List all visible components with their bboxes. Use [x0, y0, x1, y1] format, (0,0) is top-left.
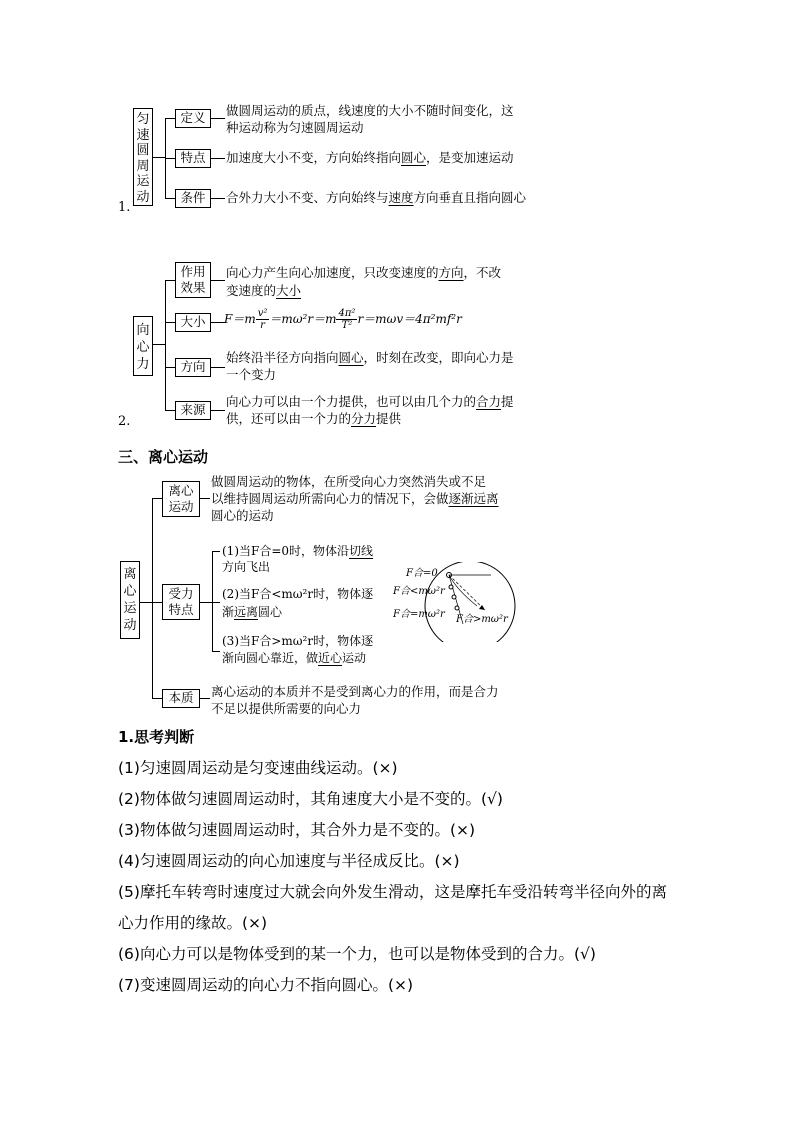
judge-item-6: (6)向心力可以是物体受到的某一个力，也可以是物体受到的合力。(√)	[118, 945, 596, 963]
definition-box	[175, 109, 211, 128]
definition-text-1: 做圆周运动的质点，线速度的大小不随时间变化，这	[226, 103, 514, 118]
judge-title: 1.思考判断	[118, 728, 195, 746]
judge-item-2: (2)物体做匀速圆周运动时，其角速度大小是不变的。(√)	[118, 790, 503, 808]
essence-box: 本质	[162, 689, 200, 708]
diagram-label-equal: F合=mω²r	[393, 609, 445, 620]
direction-text-2: 一个变力	[226, 367, 277, 382]
orbit-circle	[425, 562, 515, 642]
condition-box	[175, 189, 211, 208]
centrifugal-def-text-1: 做圆周运动的物体，在所受向心力突然消失或不足	[211, 474, 487, 489]
judge-item-3: (3)物体做匀速圆周运动时，其合外力是不变的。(×)	[118, 821, 476, 839]
section3-root-label: 离心运动	[123, 567, 137, 633]
centrifugal-def-text-2: 以维持圆周运动所需向心力的情况下，会做逐渐远离	[211, 491, 499, 506]
centrifugal-def-text-3: 圆心的运动	[211, 508, 274, 523]
condition-text: 合外力大小不变、方向始终与速度方向垂直且指向圆心	[226, 190, 527, 205]
judge-item-7: (7)变速圆周运动的向心力不指向圆心。(×)	[118, 976, 414, 994]
force-case-3-b: 渐向圆心靠近，做近心运动	[222, 651, 367, 665]
force-case-2-a: (2)当F合<mω²r时，物体逐	[222, 587, 374, 601]
definition-label: 定义	[180, 110, 206, 125]
section3-root-box	[120, 561, 140, 639]
feature-label: 特点	[180, 150, 206, 165]
condition-label: 条件	[180, 190, 206, 205]
section2-number: 2.	[118, 414, 131, 429]
judge-item-5: (5)摩托车转弯时速度过大就会向外发生滑动，这是摩托车受沿转弯半径向外的离	[118, 883, 667, 901]
force-feature-box: 受力 特点	[162, 584, 200, 620]
section2-root-label: 向心力	[136, 323, 150, 372]
centripetal-force-formula: F＝m $\frac{\text{v²}}{r}$ ＝mω²r＝m $\frac{\text{4π²}}{\text{T²}}$ r＝mωv＝4π²mf²r	[224, 308, 462, 331]
judge-item-5-cont: 心力作用的缘故。(×)	[118, 914, 268, 932]
force-case-3-a: (3)当F合>mω²r时，物体逐	[222, 634, 374, 648]
effect-text-2: 变速度的大小	[226, 283, 302, 298]
definition-text-2: 种运动称为匀速圆周运动	[226, 120, 364, 135]
judge-item-4: (4)匀速圆周运动的向心加速度与半径成反比。(×)	[118, 852, 460, 870]
effect-box: 作用 效果	[175, 262, 211, 298]
section2-root-box	[133, 316, 153, 376]
force-case-1-a: (1)当F合=0时，物体沿切线	[222, 544, 374, 558]
essence-text-2: 不足以提供所需要的向心力	[211, 701, 362, 716]
diagram-label-zero: F合=0	[406, 568, 438, 579]
feature-box	[175, 149, 211, 168]
section1-root-box	[133, 108, 153, 206]
section3-heading: 三、离心运动	[118, 448, 209, 466]
direction-box: 方向	[175, 358, 211, 377]
feature-text: 加速度大小不变，方向始终指向圆心，是变加速运动	[226, 150, 514, 165]
section1-root-label: 匀速圆周运动	[136, 112, 150, 205]
force-case-2-b: 渐远离圆心	[222, 605, 283, 619]
effect-text-1: 向心力产生向心加速度，只改变速度的方向，不改	[226, 265, 502, 280]
source-text-1: 向心力可以由一个力提供，也可以由几个力的合力提	[226, 394, 514, 409]
essence-text-1: 离心运动的本质并不是受到离心力的作用，而是合力	[211, 684, 499, 699]
source-text-2: 供，还可以由一个力的分力提供	[226, 411, 402, 426]
direction-text-1: 始终沿半径方向指向圆心，时刻在改变，即向心力是	[226, 350, 514, 365]
centrifugal-def-box: 离心 运动	[162, 481, 200, 517]
force-case-1-b: 方向飞出	[222, 560, 271, 574]
source-box: 来源	[175, 401, 211, 420]
diagram-label-greater: F合>mω²r	[456, 614, 508, 625]
feature-answer: 圆心	[401, 150, 427, 165]
judge-item-1: (1)匀速圆周运动是匀变速曲线运动。(×)	[118, 759, 398, 777]
size-box: 大小	[175, 313, 211, 332]
condition-answer: 速度	[388, 190, 414, 205]
section1-number: 1.	[118, 200, 131, 215]
diagram-label-less: F合<mω²r	[393, 586, 445, 597]
